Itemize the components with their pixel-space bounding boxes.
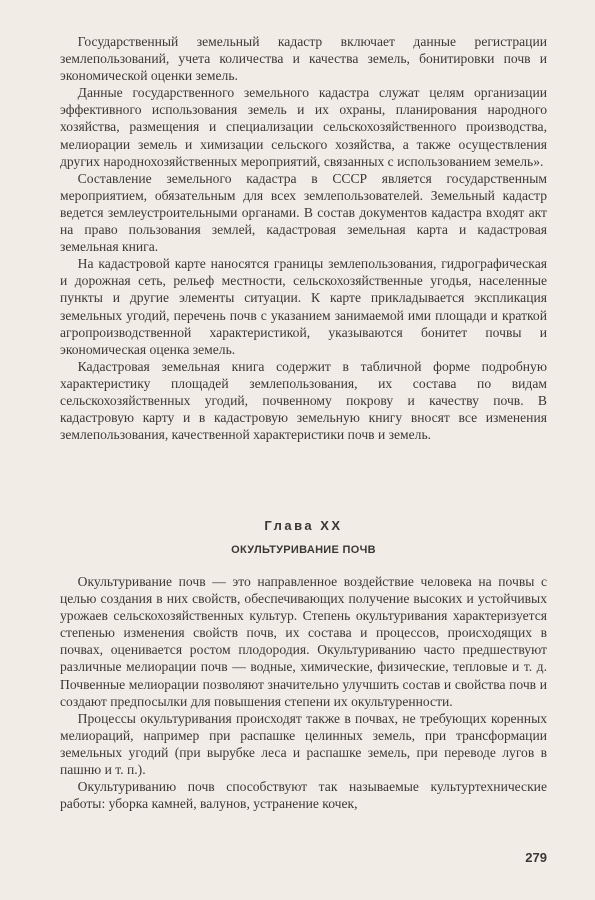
paragraph: Окультуриванию почв способствуют так называемые культуртехнические работы: уборка камней, валунов, устранение кочек, — [60, 779, 547, 812]
paragraph: Процессы окультуривания происходят также в почвах, не требующих коренных мелиораций, например при распашке целинных земель, при трансформации земельных угодий (при вырубке леса и распашке земель, при переводе лугов в пашню и т. п.). — [60, 710, 547, 778]
cadastre-text-section — [60, 33, 547, 443]
paragraph: Данные государственного земельного кадастра служат целям организации эффективного использования земель и их охраны, планирования народного хозяйства, размещения и специализации сельскохозяйственного производства, мелиорации земель и химизации сельского хозяйства, а также осуществления других народнохозяйственных мероприятий, связанных с использованием земель». — [60, 85, 547, 169]
chapter-subtitle: ОКУЛЬТУРИВАНИЕ ПОЧВ — [231, 544, 376, 556]
paragraph: Окультуривание почв — это направленное воздействие человека на почвы с целью создания в них свойств, обеспечивающих получение высоких и устойчивых урожаев сельскохозяйственных культур. Степень окультуривания характеризуется степенью изменения свойств почв, их состава и процессов, происходящих в почвах, оценивается ростом плодородия. Окультуриванию часто предшествуют различные мелиорации почв — водные, химические, физические, тепловые и т. д. Почвенные мелиорации позволяют значительно улучшить состав и свойства почв и создают предпосылки для повышения степени их окультуренности. — [60, 574, 547, 709]
paragraph: Составление земельного кадастра в СССР является государственным мероприятием, обязательным для всех землепользователей. Земельный кадастр ведется землеустроительными органами. В состав документов кадастра входят акт на право пользования землей, кадастровая земельная карта и кадастровая земельная книга. — [60, 170, 547, 255]
paragraph: На кадастровой карте наносятся границы землепользования, гидрографическая и дорожная сеть, рельеф местности, сельскохозяйственные угодья, населенные пункты и другие элементы ситуации. К карте прикладывается экспликация земельных угодий, перечень почв с указанием занимаемой ими площади и краткой агропроизводственной характеристикой, указываются бонитет почвы и экономическая оценка земель. — [60, 256, 547, 357]
chapter-title: Глава XX — [264, 518, 343, 533]
page-number: 279 — [525, 850, 547, 865]
paragraph: Кадастровая земельная книга содержит в табличной форме подробную характеристику площадей землепользования, их состава по видам сельскохозяйственных угодий, почвенному покрову и качеству почв. В кадастровую карту и в кадастровую земельную книгу вносят все изменения землепользования, качественной характеристики почв и земель. — [60, 358, 547, 443]
chapter-text-section — [60, 573, 547, 812]
paragraph: Государственный земельный кадастр включает данные регистрации землепользований, учета количества и качества земель, бонитировки почв и экономической оценки земель. — [60, 34, 547, 84]
